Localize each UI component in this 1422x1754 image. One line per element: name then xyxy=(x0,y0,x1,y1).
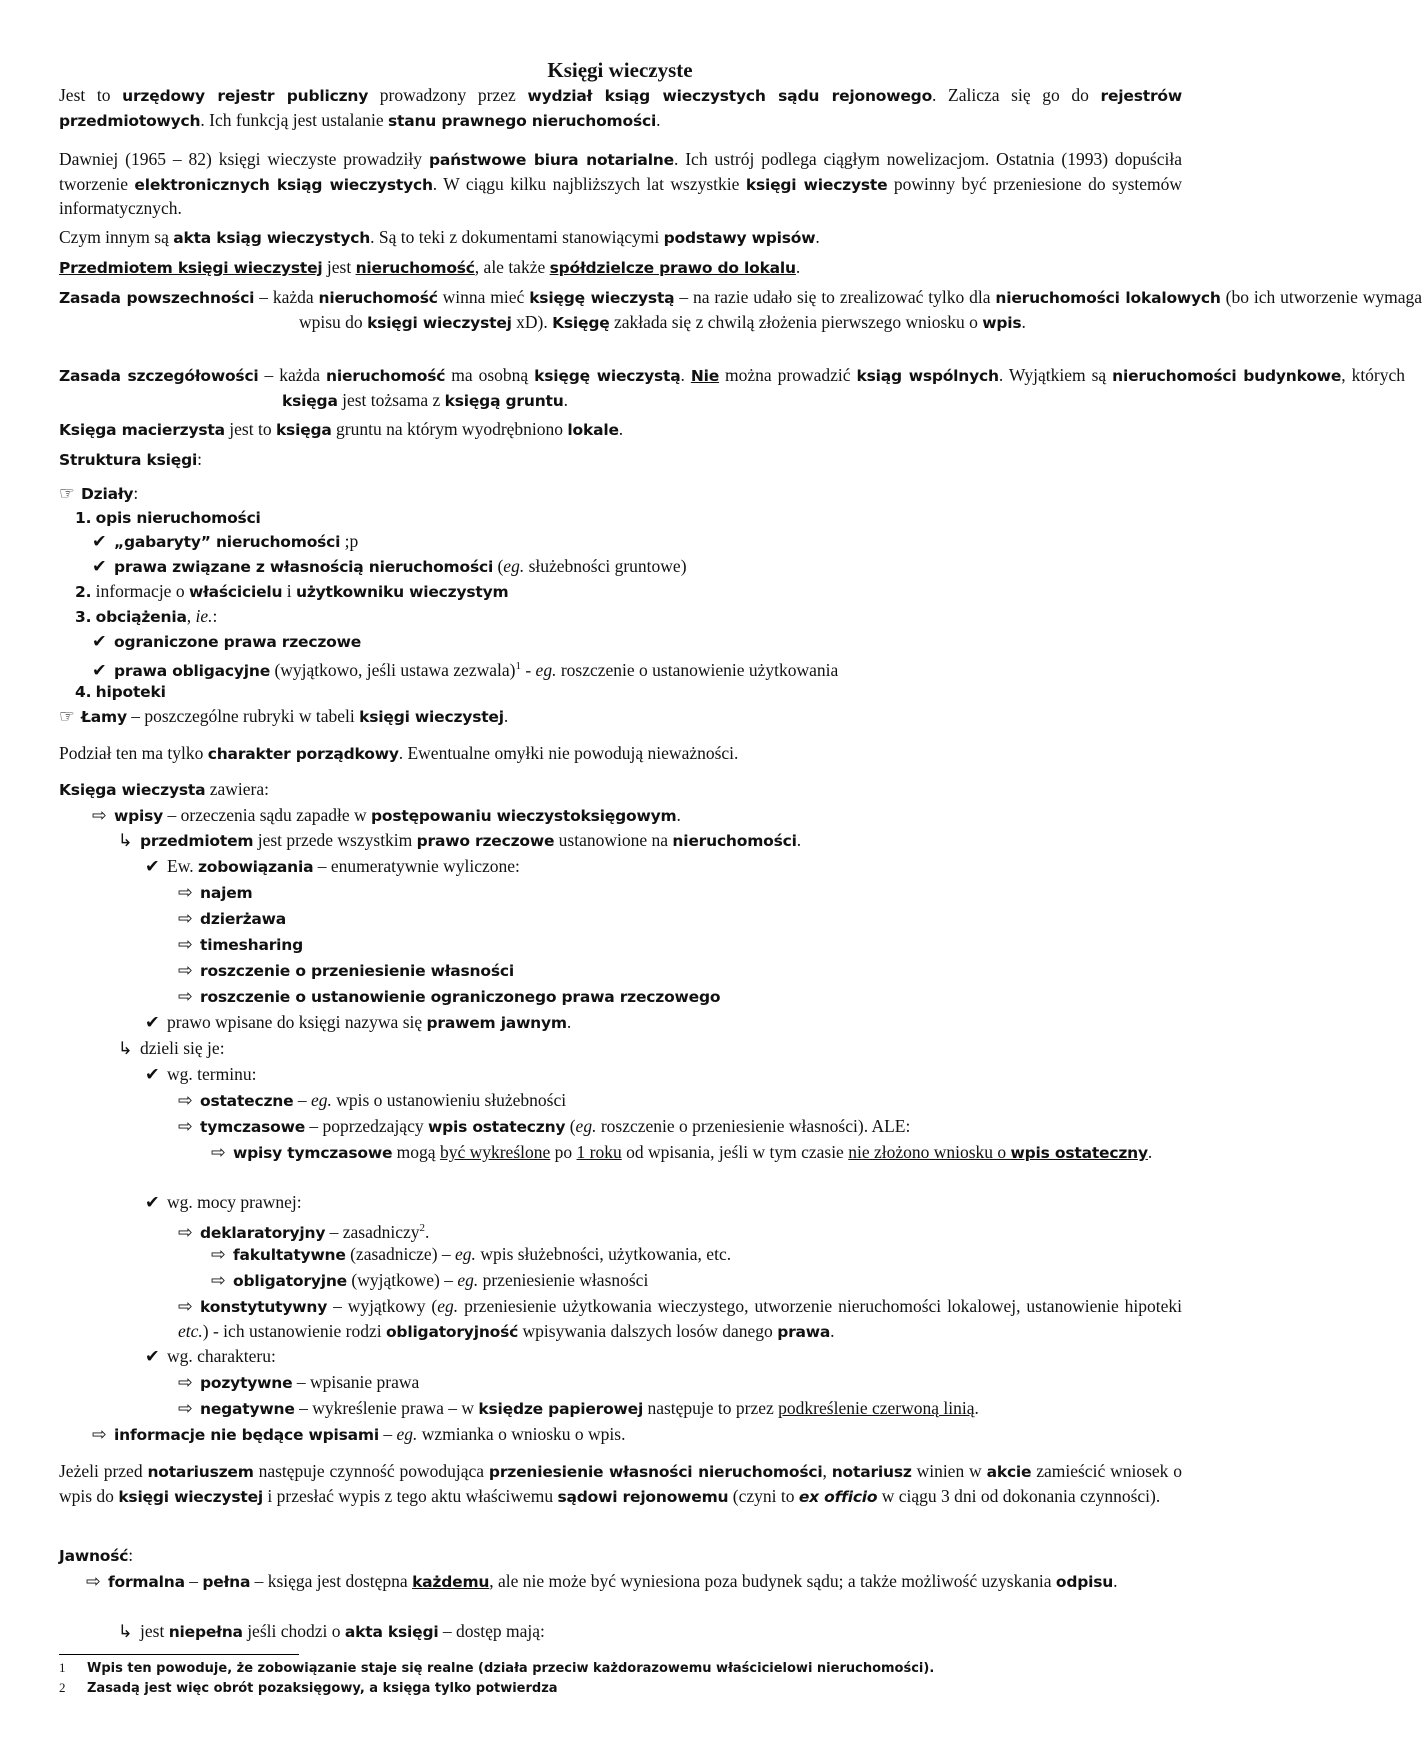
list-item: ↳ dzieli się je: xyxy=(118,1037,225,1062)
list-item: ⇨ dzierżawa xyxy=(178,907,286,932)
paragraph-przedmiot: Przedmiotem księgi wieczystej jest nieruchomość, ale także spółdzielcze prawo do lokalu. xyxy=(59,257,801,277)
arrow-icon: ⇨ xyxy=(211,1143,226,1163)
list-item: 4. hipoteki xyxy=(75,683,166,701)
list-item: ⇨ fakultatywne (zasadnicze) – eg. wpis służebności, użytkowania, etc. xyxy=(211,1243,731,1268)
list-item: ⇨ najem xyxy=(178,881,252,906)
checkmark-icon: ✔ xyxy=(92,660,107,681)
footnote-1: 1 Wpis ten powoduje, że zobowiązanie staje się realne (działa przeciw każdorazowemu właścicielowi nieruchomości). xyxy=(59,1660,935,1676)
paragraph-zasada-szczegolowosci: Zasada szczegółowości – każda nieruchomość ma osobną księgę wieczystą. Nie można prowadzić ksiąg wspólnych. Wyjątkiem są nieruchomości budynkowe, których księga jest tożsama z księgą gruntu. xyxy=(59,365,1406,410)
list-item: ✔ wg. mocy prawnej: xyxy=(145,1191,302,1216)
paragraph-ksiega-macierzysta: Księga macierzysta jest to księga gruntu na którym wyodrębniono lokale. xyxy=(59,419,624,439)
checkmark-icon: ✔ xyxy=(92,632,107,652)
list-item: ✔ wg. charakteru: xyxy=(145,1345,276,1370)
list-item: ✔ prawo wpisane do księgi nazywa się prawem jawnym. xyxy=(145,1011,571,1036)
list-item: ↳ jest niepełna jeśli chodzi o akta księgi – dostęp mają: xyxy=(118,1620,545,1645)
list-item: ⇨ wpisy tymczasowe mogą być wykreślone po 1 roku od wpisania, jeśli w tym czasie nie złożono wniosku o wpis ostateczny. xyxy=(211,1141,1182,1166)
checkmark-icon: ✔ xyxy=(145,1065,160,1085)
footnote-divider xyxy=(59,1654,299,1655)
list-item: ✔ Ew. zobowiązania – enumeratywnie wyliczone: xyxy=(145,855,520,880)
arrow-icon: ⇨ xyxy=(178,883,193,903)
paragraph-intro: Jest to urzędowy rejestr publiczny prowadzony przez wydział ksiąg wieczystych sądu rejonowego. Zalicza się go do rejestrów przedmiotowych. Ich funkcją jest ustalanie stanu prawnego nieruchomości. xyxy=(59,85,1182,130)
arrow-icon: ⇨ xyxy=(178,1091,193,1111)
list-item: ✔ ograniczone prawa rzeczowe xyxy=(92,630,361,655)
checkmark-icon: ✔ xyxy=(92,532,107,552)
arrow-icon: ⇨ xyxy=(178,909,193,929)
paragraph-history: Dawniej (1965 – 82) księgi wieczyste prowadziły państwowe biura notarialne. Ich ustrój podlega ciągłym nowelizacjom. Ostatnia (1993) dopuściła tworzenie elektronicznych ksiąg wieczystych. W ciągu kilku najbliższych lat wszystkie księgi wieczyste powinny być przeniesione do systemów informatycznych. xyxy=(59,149,1183,218)
pointing-hand-icon: ☞ xyxy=(59,707,75,727)
list-item: ↳ przedmiotem jest przede wszystkim prawo rzeczowe ustanowione na nieruchomości. xyxy=(118,829,801,854)
list-item: 1. opis nieruchomości xyxy=(75,509,261,527)
list-item: 3. obciążenia, ie.: xyxy=(75,606,218,626)
paragraph-zasada-powszechnosci: Zasada powszechności – każda nieruchomość winna mieć księgę wieczystą – na razie udało się to zrealizować tylko dla nieruchomości lokalowych (bo ich utworzenie wymaga wpisu do księgi wieczystej xD). Księgę zakłada się z chwilą złożenia pierwszego wniosku o wpis. xyxy=(59,287,1422,332)
arrow-icon: ⇨ xyxy=(178,1222,193,1243)
paragraph-struktura: Struktura księgi: xyxy=(59,449,202,469)
list-item: ⇨ konstytutywny – wyjątkowy (eg. przeniesienie użytkowania wieczystego, utworzenie nieruchomości lokalowej, ustanowienie hipoteki etc.) - ich ustanowienie rodzi obligatoryjność wpisywania dalszych losów danego prawa. xyxy=(178,1296,1182,1341)
arrow-icon: ⇨ xyxy=(178,961,193,981)
list-item: ⇨ timesharing xyxy=(178,933,303,958)
arrow-icon: ⇨ xyxy=(86,1572,101,1592)
list-item: ⇨ roszczenie o ustanowienie ograniczonego prawa rzeczowego xyxy=(178,985,720,1010)
list-item: ⇨ ostateczne – eg. wpis o ustanowieniu służebności xyxy=(178,1089,566,1114)
paragraph-podzial: Podział ten ma tylko charakter porządkowy. Ewentualne omyłki nie powodują nieważności. xyxy=(59,743,739,763)
arrow-icon: ⇨ xyxy=(92,806,107,826)
paragraph-notariusz: Jeżeli przed notariuszem następuje czynność powodująca przeniesienie własności nieruchomości, notariusz winien w akcie zamieścić wniosek o wpis do księgi wieczystej i przesłać wypis z tego aktu właściwemu sądowi rejonowemu (czyni to ex officio w ciągu 3 dni od dokonania czynności). xyxy=(59,1461,1183,1506)
list-item: ⇨ pozytywne – wpisanie prawa xyxy=(178,1371,419,1396)
checkmark-icon: ✔ xyxy=(145,1347,160,1367)
list-item: ⇨ obligatoryjne (wyjątkowe) – eg. przeniesienie własności xyxy=(211,1269,648,1294)
list-item: ✔ wg. terminu: xyxy=(145,1063,256,1088)
list-item: 2. informacje o właścicielu i użytkowniku wieczystym xyxy=(75,581,509,601)
list-item: ⇨ roszczenie o przeniesienie własności xyxy=(178,959,514,984)
list-item: ✔ prawa obligacyjne (wyjątkowo, jeśli ustawa zezwala)$^1$ - eg. roszczenie o ustanowienie użytkowania xyxy=(92,655,838,683)
dzialy-heading: ☞ Działy: xyxy=(59,482,138,507)
list-item: ⇨ formalna – pełna – księga jest dostępna każdemu, ale nie może być wyniesiona poza budynek sądu; a także możliwość uzyskania odpisu. xyxy=(86,1570,1182,1595)
hook-arrow-icon: ↳ xyxy=(118,1622,133,1642)
list-item: ⇨ negatywne – wykreślenie prawa – w księdze papierowej następuje to przez podkreślenie czerwoną linią. xyxy=(178,1397,979,1422)
arrow-icon: ⇨ xyxy=(178,987,193,1007)
list-item: ⇨ deklaratoryjny – zasadniczy$^2$. xyxy=(178,1217,429,1245)
arrow-icon: ⇨ xyxy=(178,1117,193,1137)
checkmark-icon: ✔ xyxy=(145,857,160,877)
hook-arrow-icon: ↳ xyxy=(118,831,133,851)
checkmark-icon: ✔ xyxy=(145,1193,160,1213)
arrow-icon: ⇨ xyxy=(178,1297,193,1317)
arrow-icon: ⇨ xyxy=(211,1271,226,1291)
jawnosc-heading: Jawność: xyxy=(59,1545,134,1565)
arrow-icon: ⇨ xyxy=(178,935,193,955)
list-item: ⇨ informacje nie będące wpisami – eg. wzmianka o wniosku o wpis. xyxy=(92,1423,625,1448)
paragraph-akta: Czym innym są akta ksiąg wieczystych. Są to teki z dokumentami stanowiącymi podstawy wpisów. xyxy=(59,227,820,247)
arrow-icon: ⇨ xyxy=(92,1425,107,1445)
page-title: Księgi wieczyste xyxy=(547,58,693,82)
hook-arrow-icon: ↳ xyxy=(118,1039,133,1059)
paragraph-zawiera: Księga wieczysta zawiera: xyxy=(59,779,270,799)
checkmark-icon: ✔ xyxy=(145,1013,160,1033)
list-item: ✔ „gabaryty” nieruchomości ;p xyxy=(92,530,358,555)
lamy-item: ☞ Łamy – poszczególne rubryki w tabeli księgi wieczystej. xyxy=(59,705,508,730)
arrow-icon: ⇨ xyxy=(211,1245,226,1265)
list-item: ⇨ tymczasowe – poprzedzający wpis ostateczny (eg. roszczenie o przeniesienie własności). ALE: xyxy=(178,1115,910,1140)
checkmark-icon: ✔ xyxy=(92,557,107,577)
arrow-icon: ⇨ xyxy=(178,1399,193,1419)
pointing-hand-icon: ☞ xyxy=(59,484,75,504)
arrow-icon: ⇨ xyxy=(178,1373,193,1393)
footnote-2: 2 Zasadą jest więc obrót pozaksięgowy, a księga tylko potwierdza xyxy=(59,1680,558,1696)
list-item: ⇨ wpisy – orzeczenia sądu zapadłe w postępowaniu wieczystoksięgowym. xyxy=(92,804,681,829)
list-item: ✔ prawa związane z własnością nieruchomości (eg. służebności gruntowe) xyxy=(92,555,687,580)
